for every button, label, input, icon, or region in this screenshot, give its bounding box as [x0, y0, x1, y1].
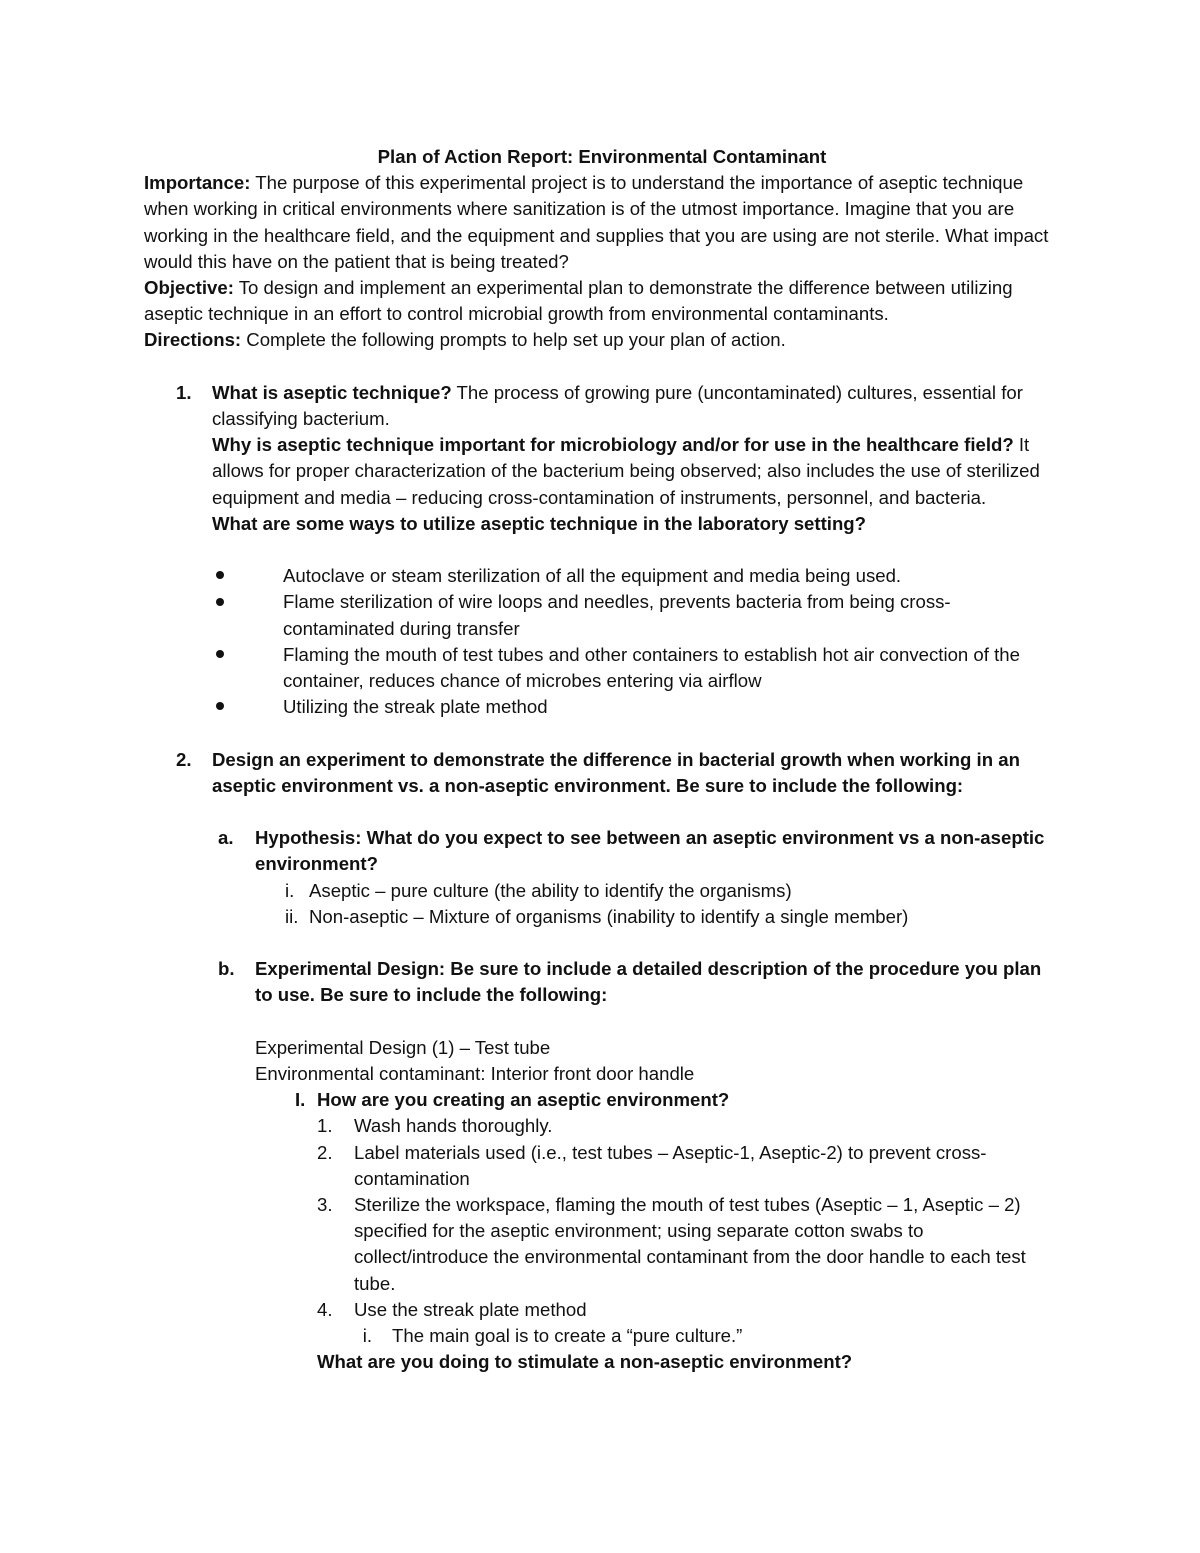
question-1-paragraph: [212, 380, 1060, 432]
list-item: [212, 589, 1060, 641]
bullet-list: [212, 563, 1060, 720]
objective-label: Objective:: [144, 277, 234, 299]
question-1: [176, 380, 1060, 537]
question-2-number: 2.: [176, 748, 192, 770]
step-text: Use the streak plate method: [354, 1298, 587, 1320]
step-number: 3.: [317, 1194, 333, 1216]
bullet-icon: [216, 571, 224, 579]
step-sub-text: The main goal is to create a “pure culture.”: [392, 1325, 743, 1347]
why-question: Why is aseptic technique important for microbiology and/or for use in the healthcare field?: [212, 434, 1014, 456]
hypothesis-text: Hypothesis: What do you expect to see between an aseptic environment vs a non-aseptic environment?: [255, 827, 1045, 875]
section-numeral: I.: [295, 1089, 306, 1111]
list-item-text: Utilizing the streak plate method: [283, 696, 548, 718]
ways-question: [212, 511, 1060, 537]
importance-label: Importance:: [144, 172, 251, 194]
subsection-a: [218, 825, 1060, 877]
hypothesis-non-aseptic: Non-aseptic – Mixture of organisms (inability to identify a single member): [309, 905, 909, 927]
bullet-icon: [216, 702, 224, 710]
directions-paragraph: [144, 327, 1060, 353]
question-2: [176, 747, 1060, 799]
list-item: [212, 563, 1060, 589]
subsection-b-letter: b.: [218, 958, 235, 980]
subsection-a-letter: a.: [218, 827, 234, 849]
step-number: 4.: [317, 1298, 333, 1320]
objective-text: To design and implement an experimental plan to demonstrate the difference between utilizing aseptic technique in an effort to control microbial growth from environmental contaminants.: [144, 277, 1013, 325]
non-aseptic-question: What are you doing to stimulate a non-aseptic environment?: [317, 1351, 853, 1373]
steps-list: [317, 1113, 1060, 1323]
list-item: [317, 1192, 1060, 1297]
list-item: [317, 1113, 1060, 1139]
step-number: 1.: [317, 1115, 333, 1137]
step-text: Wash hands thoroughly.: [354, 1115, 553, 1137]
question-1-text: What is aseptic technique?: [212, 381, 452, 403]
section-i: [255, 1087, 1060, 1113]
question-1-number: 1.: [176, 381, 192, 403]
hypothesis-aseptic: Aseptic – pure culture (the ability to identify the organisms): [309, 879, 792, 901]
question-2-text: Design an experiment to demonstrate the difference in bacterial growth when working in an aseptic environment vs. a non-aseptic environment. Be sure to include the following:: [212, 748, 1020, 796]
bullet-icon: [216, 598, 224, 606]
why-paragraph: [212, 432, 1060, 511]
step-number: 2.: [317, 1141, 333, 1163]
list-item: [255, 878, 1060, 904]
question-1-answer: The process of growing pure (uncontaminated) cultures, essential for classifying bacterium.: [212, 381, 1023, 430]
objective-paragraph: [144, 275, 1060, 327]
step-text: Sterilize the workspace, flaming the mouth of test tubes (Aseptic – 1, Aseptic – 2) specified for the aseptic environment; using separate cotton swabs to collect/introduce the environmental contaminant from the door handle to each test tube.: [354, 1194, 1026, 1294]
directions-text: Complete the following prompts to help set up your plan of action.: [241, 329, 786, 351]
list-item: [212, 642, 1060, 694]
directions-label: Directions:: [144, 329, 242, 351]
roman-numeral: i.: [285, 879, 295, 901]
importance-text: The purpose of this experimental project is to understand the importance of aseptic technique when working in critical environments where sanitization is of the utmost importance. Imagine that you are working in the healthcare field, and the equipment and supplies that you are using are not sterile. What impact would this have on the patient that is being treated?: [144, 172, 1049, 272]
section-question: How are you creating an aseptic environment?: [317, 1089, 730, 1111]
list-item-text: Flame sterilization of wire loops and needles, prevents bacteria from being cross-contaminated during transfer: [283, 591, 951, 639]
subsection-b: [218, 956, 1060, 1008]
list-item-text: Flaming the mouth of test tubes and other containers to establish hot air convection of the container, reduces chance of microbes entering via airflow: [283, 643, 1020, 692]
ways-question-text: What are some ways to utilize aseptic technique in the laboratory setting?: [212, 512, 867, 534]
step-text: Label materials used (i.e., test tubes – Aseptic-1, Aseptic-2) to prevent cross-contamination: [354, 1141, 987, 1189]
list-item: [212, 694, 1060, 720]
list-item-text: Autoclave or steam sterilization of all the equipment and media being used.: [283, 565, 902, 587]
list-item: [317, 1297, 1060, 1323]
list-item: [255, 904, 1060, 930]
why-answer: It allows for proper characterization of the bacterium being observed; also includes the use of sterilized equipment and media – reducing cross-contamination of instruments, personnel, and bacteria.: [212, 434, 1040, 508]
roman-numeral: i.: [362, 1325, 372, 1347]
design-line: Experimental Design (1) – Test tube: [255, 1036, 551, 1058]
list-item: [354, 1323, 1060, 1349]
experimental-design-text: Experimental Design: Be sure to include a detailed description of the procedure you plan to use. Be sure to include the following:: [255, 958, 1042, 1006]
bullet-icon: [216, 650, 224, 658]
roman-numeral: ii.: [285, 905, 299, 927]
page-title: Plan of Action Report: Environmental Contaminant: [377, 146, 827, 167]
list-item: [317, 1140, 1060, 1192]
contaminant-line: Environmental contaminant: Interior front door handle: [255, 1063, 695, 1085]
importance-paragraph: [144, 170, 1060, 275]
